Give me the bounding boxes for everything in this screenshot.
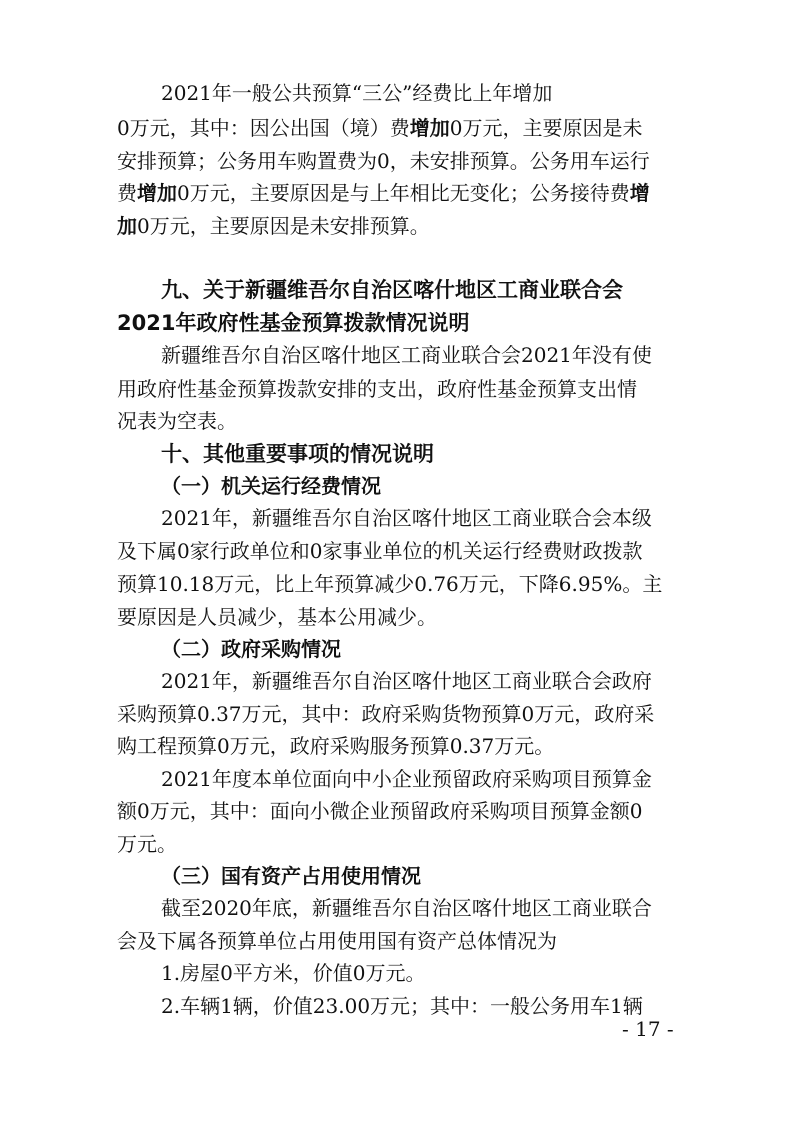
text-line: 2021年，新疆维吾尔自治区喀什地区工商业联合会政府 — [161, 669, 652, 693]
text-line: 采购预算0.37万元，其中：政府采购货物预算0万元，政府采 — [117, 702, 655, 726]
text-line: 截至2020年底，新疆维吾尔自治区喀什地区工商业联合 — [161, 896, 652, 920]
text-line: 2.车辆1辆，价值23.00万元；其中：一般公务用车1辆 — [161, 994, 643, 1018]
text-line: 2021年度本单位面向中小企业预留政府采购项目预算金 — [161, 767, 652, 791]
section-heading: 九、关于新疆维吾尔自治区喀什地区工商业联合会 — [161, 278, 623, 302]
section-heading: 2021年政府性基金预算拨款情况说明 — [117, 311, 470, 335]
text-line: 2021年一般公共预算“三公”经费比上年增加 — [161, 81, 553, 105]
text-line: 况表为空表。 — [117, 409, 237, 433]
subsection-heading: （二）政府采购情况 — [161, 637, 341, 661]
page-number: - 17 - — [622, 1017, 674, 1041]
text-line: 加0万元，主要原因是未安排预算。 — [117, 214, 430, 238]
subsection-heading: （一）机关运行经费情况 — [161, 474, 381, 498]
text-line: 费增加0万元，主要原因是与上年相比无变化；公务接待费增 — [117, 181, 650, 205]
text-line: 万元。 — [117, 832, 177, 856]
text-line: 1.房屋0平方米，价值0万元。 — [161, 961, 426, 985]
subsection-heading: （三）国有资产占用使用情况 — [161, 864, 421, 888]
text-line: 购工程预算0万元，政府采购服务预算0.37万元。 — [117, 734, 555, 758]
text-line: 新疆维吾尔自治区喀什地区工商业联合会2021年没有使 — [161, 343, 652, 367]
section-heading: 十、其他重要事项的情况说明 — [161, 442, 434, 466]
text-line: 额0万元，其中：面向小微企业预留政府采购项目预算金额0 — [117, 799, 643, 823]
text-line: 要原因是人员减少，基本公用减少。 — [117, 605, 437, 629]
text-line: 用政府性基金预算拨款安排的支出，政府性基金预算支出情 — [117, 377, 637, 401]
text-line: 预算10.18万元，比上年预算减少0.76万元，下降6.95%。主 — [117, 572, 663, 596]
text-line: 会及下属各预算单位占用使用国有资产总体情况为 — [117, 929, 557, 953]
text-line: 及下属0家行政单位和0家事业单位的机关运行经费财政拨款 — [117, 539, 643, 563]
text-line: 2021年，新疆维吾尔自治区喀什地区工商业联合会本级 — [161, 506, 652, 530]
text-line: 安排预算；公务用车购置费为0，未安排预算。公务用车运行 — [117, 149, 650, 173]
text-line: 0万元，其中：因公出国（境）费增加0万元，主要原因是未 — [117, 116, 643, 140]
